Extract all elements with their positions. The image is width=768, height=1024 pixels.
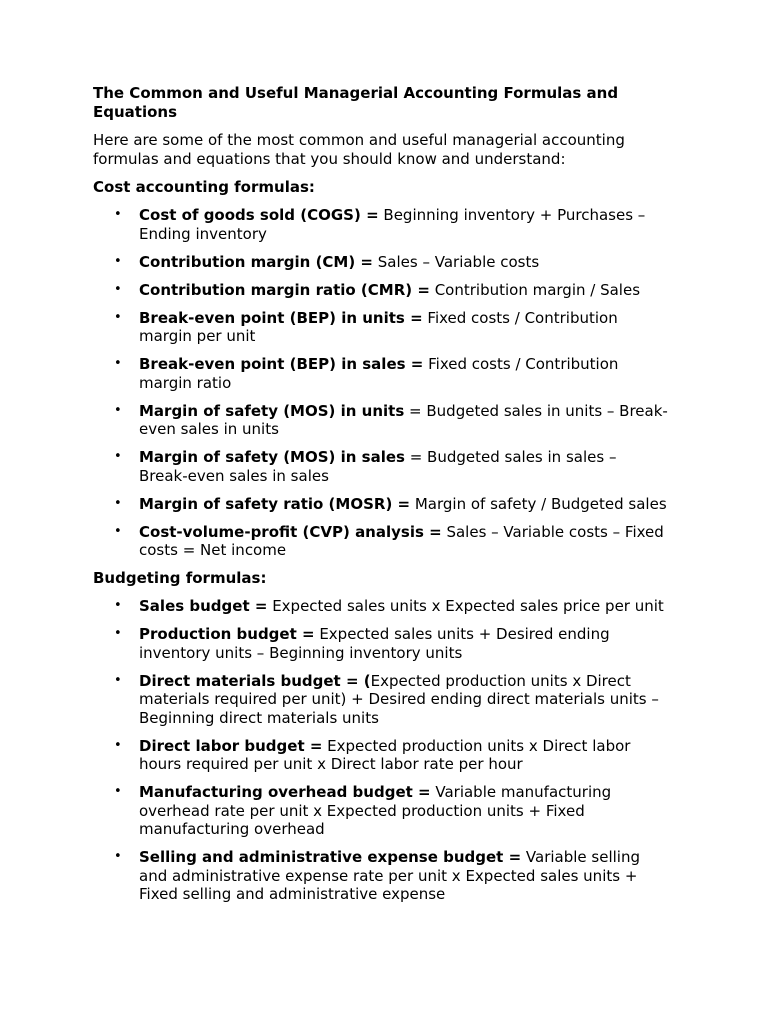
- list-item: [93, 848, 669, 904]
- formula-definition: Sales – Variable costs – Fixed costs = Net income: [139, 522, 664, 559]
- formula-term: Sales budget =: [139, 597, 268, 615]
- list-item: [93, 523, 669, 560]
- formula-definition: = Budgeted sales in sales – Break-even sales in sales: [139, 448, 617, 485]
- bullet-icon: •: [114, 737, 122, 753]
- formula-definition: Fixed costs / Contribution margin per unit: [139, 308, 618, 345]
- section-heading-cost-accounting: Cost accounting formulas:: [93, 178, 315, 196]
- list-item: [93, 281, 669, 300]
- bullet-icon: •: [114, 626, 122, 641]
- formula-term: Contribution margin (CM) =: [139, 252, 374, 271]
- list-item: [93, 625, 669, 662]
- list-item: [93, 495, 669, 514]
- bullet-icon: •: [114, 598, 122, 613]
- bullet-icon: •: [114, 523, 122, 539]
- formula-term: Break-even point (BEP) in sales =: [139, 355, 424, 373]
- list-item: [93, 448, 669, 485]
- formula-term: Cost-volume-profit (CVP) analysis =: [139, 522, 442, 541]
- bullet-icon: •: [114, 784, 122, 799]
- bullet-icon: •: [114, 495, 122, 511]
- formula-term: Margin of safety (MOS) in sales: [139, 448, 405, 466]
- bullet-icon: •: [114, 672, 122, 688]
- section-heading-budgeting: Budgeting formulas:: [93, 569, 267, 587]
- bullet-icon: •: [114, 309, 122, 325]
- bullet-icon: •: [114, 356, 122, 371]
- formula-definition: Margin of safety / Budgeted sales: [410, 494, 667, 513]
- bullet-icon: •: [114, 281, 122, 297]
- list-item: [93, 206, 669, 243]
- bullet-icon: •: [114, 449, 122, 464]
- formula-definition: Variable manufacturing overhead rate per unit x Expected production units + Fixed manufacturing overhead: [139, 783, 612, 838]
- list-item: [93, 355, 669, 392]
- bullet-icon: •: [114, 253, 122, 269]
- formula-definition: Sales – Variable costs: [373, 252, 540, 271]
- list-item: [93, 402, 669, 439]
- formula-definition: Expected production units x Direct materials required per unit) + Desired ending direct materials units – Beginning direct materials units: [139, 671, 659, 727]
- intro-paragraph: Here are some of the most common and useful managerial accounting formulas and equations that you should know and understand:: [93, 131, 625, 168]
- bullet-icon: •: [114, 402, 122, 418]
- list-item: [93, 783, 669, 839]
- formula-definition: = Budgeted sales in units – Break-even sales in units: [139, 401, 668, 438]
- formula-term: Contribution margin ratio (CMR) =: [139, 280, 430, 299]
- formula-term: Margin of safety ratio (MOSR) =: [139, 494, 411, 513]
- formula-definition: Variable selling and administrative expense rate per unit x Expected sales units + Fixed selling and administrative expense: [139, 848, 640, 903]
- formula-definition: Fixed costs / Contribution margin ratio: [139, 355, 619, 392]
- bullet-icon: •: [114, 207, 122, 222]
- cost-accounting-formula-list: [93, 206, 672, 560]
- list-item: [93, 309, 669, 346]
- formula-term: Break-even point (BEP) in units =: [139, 308, 423, 327]
- formula-term: Cost of goods sold (COGS) =: [139, 206, 379, 224]
- formula-definition: Expected production units x Direct labor hours required per unit x Direct labor rate per hour: [139, 736, 631, 773]
- formula-definition: Expected sales units x Expected sales price per unit: [267, 597, 664, 615]
- formula-term: Margin of safety (MOS) in units: [139, 401, 405, 420]
- formula-term: Direct materials budget = (: [139, 671, 371, 690]
- budgeting-formula-list: [93, 597, 672, 904]
- formula-definition: Expected sales units + Desired ending inventory units – Beginning inventory units: [139, 625, 610, 662]
- list-item: [93, 672, 669, 728]
- formula-term: Direct labor budget =: [139, 736, 323, 755]
- formula-definition: Contribution margin / Sales: [429, 280, 641, 299]
- formula-term: Production budget =: [139, 625, 315, 643]
- bullet-icon: •: [114, 849, 122, 864]
- list-item: [93, 597, 669, 616]
- formula-term: Manufacturing overhead budget =: [139, 783, 431, 801]
- formula-term: Selling and administrative expense budget =: [139, 848, 522, 866]
- document-title: The Common and Useful Managerial Accounting Formulas and Equations: [93, 84, 619, 121]
- list-item: [93, 253, 669, 272]
- formula-definition: Beginning inventory + Purchases – Ending inventory: [139, 206, 646, 243]
- list-item: [93, 737, 669, 774]
